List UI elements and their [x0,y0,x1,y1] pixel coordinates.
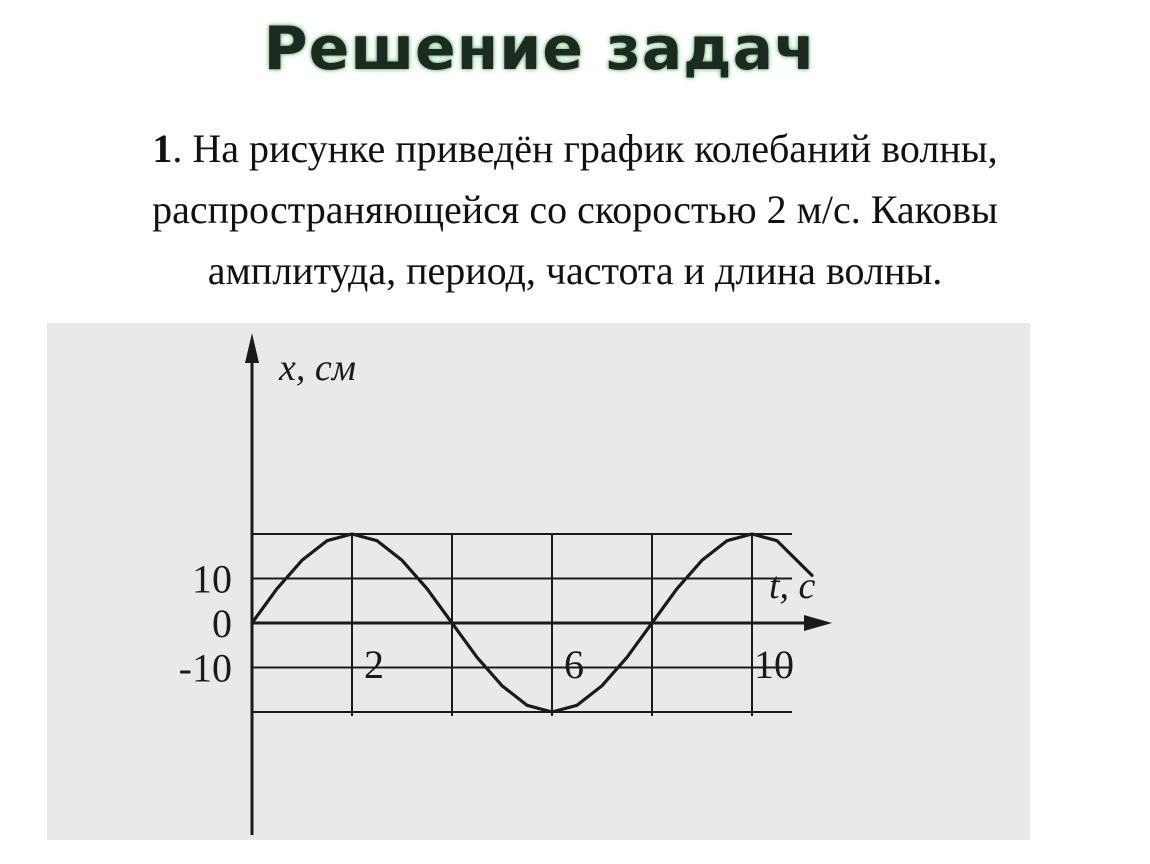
task-line-1-text: . На рисунке приведён график колебаний волны, [172,126,998,171]
page-title: Решение задач [263,14,817,84]
y-axis-arrow [245,333,259,363]
wave-graph-figure [47,323,1030,840]
task-line-1 [20,118,1130,179]
y-axis-label: x, см [279,347,356,389]
x-axis-arrow [804,615,832,631]
task-text [20,118,1130,301]
y-tick-label: 10 [192,556,232,602]
y-tick-label: 0 [212,601,232,646]
task-line-3: амплитуда, период, частота и длина волны. [207,248,943,293]
task-number: 1 [152,126,173,171]
x-axis-label: t, с [769,565,816,607]
x-tick-label: 2 [364,642,384,687]
y-tick-label: -10 [178,645,232,691]
x-tick-label: 6 [564,642,584,687]
task-line-2: распространяющейся со скоростью 2 м/с. Каковы [152,187,998,232]
x-tick-label: 10 [754,642,794,687]
wave-graph [47,323,1030,840]
